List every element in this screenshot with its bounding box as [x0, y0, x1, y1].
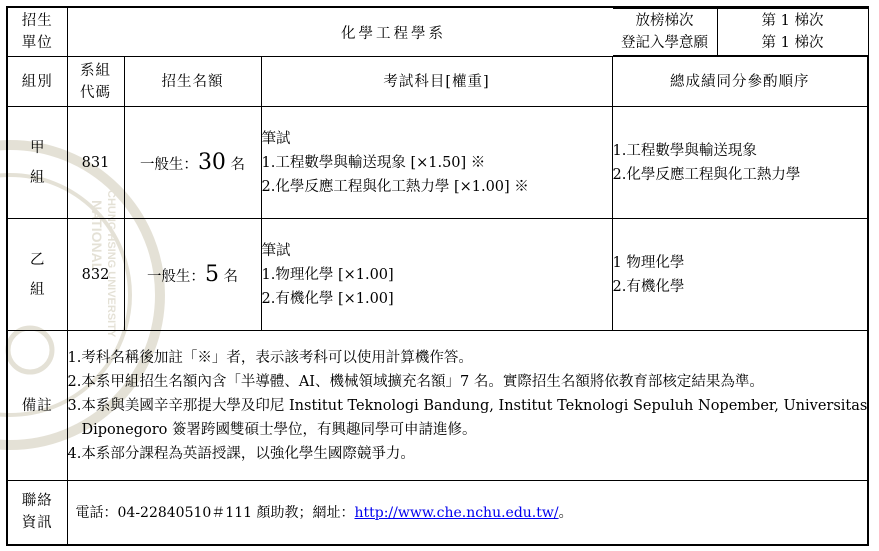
group-name-line-1: 甲	[30, 139, 45, 156]
quota-prefix: 一般生：	[146, 269, 205, 285]
unit-label-line-1: 招生	[21, 13, 53, 29]
register-label: 登記入學意願	[621, 35, 708, 51]
table-row	[7, 107, 868, 219]
subject-item: 1.物理化學 [×1.00]	[261, 266, 394, 283]
quota-cell	[124, 107, 261, 219]
department-website-link[interactable]: http://www.che.nchu.edu.tw/	[354, 505, 559, 522]
tiebreak-item: 2.化學反應工程與化工熱力學	[612, 166, 801, 183]
exam-type: 筆試	[261, 242, 291, 259]
register-value: 第 1 梯次	[761, 35, 824, 51]
remarks-row	[7, 331, 868, 481]
quota-number: 30	[197, 150, 226, 175]
table-row	[7, 219, 868, 331]
remark-line: Diponegoro 簽署跨國雙碩士學位，有興趣同學可申請進修。	[81, 421, 477, 438]
release-label: 放榜梯次	[635, 13, 694, 29]
schedule-cell	[621, 7, 868, 57]
quota-number: 5	[204, 262, 219, 287]
col-quota: 招生名額	[124, 57, 261, 107]
tiebreak-item: 1 物理化學	[612, 254, 685, 271]
watermark-text-2: CHUNG HSING UNIVERSITY	[105, 190, 117, 338]
tiebreak-cell	[612, 219, 868, 331]
release-value: 第 1 梯次	[761, 13, 824, 29]
exam-type: 筆試	[261, 130, 291, 147]
group-cell	[7, 107, 67, 219]
col-tiebreak: 總成績同分參酌順序	[612, 57, 868, 107]
contact-label-line-1: 聯絡	[21, 493, 53, 510]
unit-label-cell	[7, 7, 67, 57]
quota-suffix: 名	[218, 269, 239, 285]
group-cell	[7, 219, 67, 331]
col-code-line-1: 系組	[80, 62, 111, 79]
code-cell: 831	[67, 107, 124, 219]
subject-item: 2.化學反應工程與化工熱力學 [×1.00] ※	[261, 178, 529, 195]
remarks-label: 備註	[7, 331, 67, 481]
subjects-cell	[261, 219, 612, 331]
contact-row	[7, 481, 868, 545]
quota-cell	[124, 219, 261, 331]
remark-line: 2.本系甲組招生名額內含「半導體、AI、機械領域擴充名額」7 名。實際招生名額將依教育部核定結果為準。	[67, 373, 764, 390]
watermark-text-1: NATIONAL	[89, 200, 105, 272]
tiebreak-cell	[612, 107, 868, 219]
contact-phone-text: 電話：04-22840510＃111 顏助教；網址：	[75, 505, 355, 522]
remarks-content	[67, 331, 868, 481]
department-title: 化學工程學系	[67, 7, 720, 57]
contact-label	[7, 481, 67, 545]
group-name-line-2: 組	[30, 169, 45, 186]
contact-suffix: 。	[558, 505, 573, 522]
remark-line: 1.考科名稱後加註「※」者，表示該考科可以使用計算機作答。	[67, 349, 473, 366]
remark-line: 3.本系與美國辛辛那提大學及印尼 Institut Teknologi Bandung, Institut Teknologi Sepuluh Nopember, Universitas	[67, 397, 868, 414]
contact-content	[67, 481, 868, 545]
schedule-labels	[613, 9, 718, 56]
header-row	[7, 7, 868, 57]
admission-table	[6, 6, 869, 546]
schedule-values	[717, 9, 868, 56]
code-cell: 832	[67, 219, 124, 331]
remark-line: 4.本系部分課程為英語授課，以強化學生國際競爭力。	[67, 445, 415, 462]
tiebreak-item: 2.有機化學	[612, 278, 685, 295]
col-code-line-2: 代碼	[80, 84, 111, 101]
quota-prefix: 一般生：	[139, 157, 198, 173]
unit-label-line-2: 單位	[21, 35, 53, 51]
group-name-line-2: 組	[30, 281, 45, 298]
subjects-cell	[261, 107, 612, 219]
col-group: 組別	[7, 57, 67, 107]
tiebreak-item: 1.工程數學與輸送現象	[612, 142, 757, 159]
col-code	[67, 57, 124, 107]
contact-label-line-2: 資訊	[21, 515, 53, 532]
subject-item: 1.工程數學與輸送現象 [×1.50] ※	[261, 154, 486, 171]
quota-suffix: 名	[225, 157, 246, 173]
col-subjects: 考試科目[權重]	[261, 57, 612, 107]
column-header-row	[7, 57, 868, 107]
subject-item: 2.有機化學 [×1.00]	[261, 290, 394, 307]
group-name-line-1: 乙	[30, 251, 45, 268]
